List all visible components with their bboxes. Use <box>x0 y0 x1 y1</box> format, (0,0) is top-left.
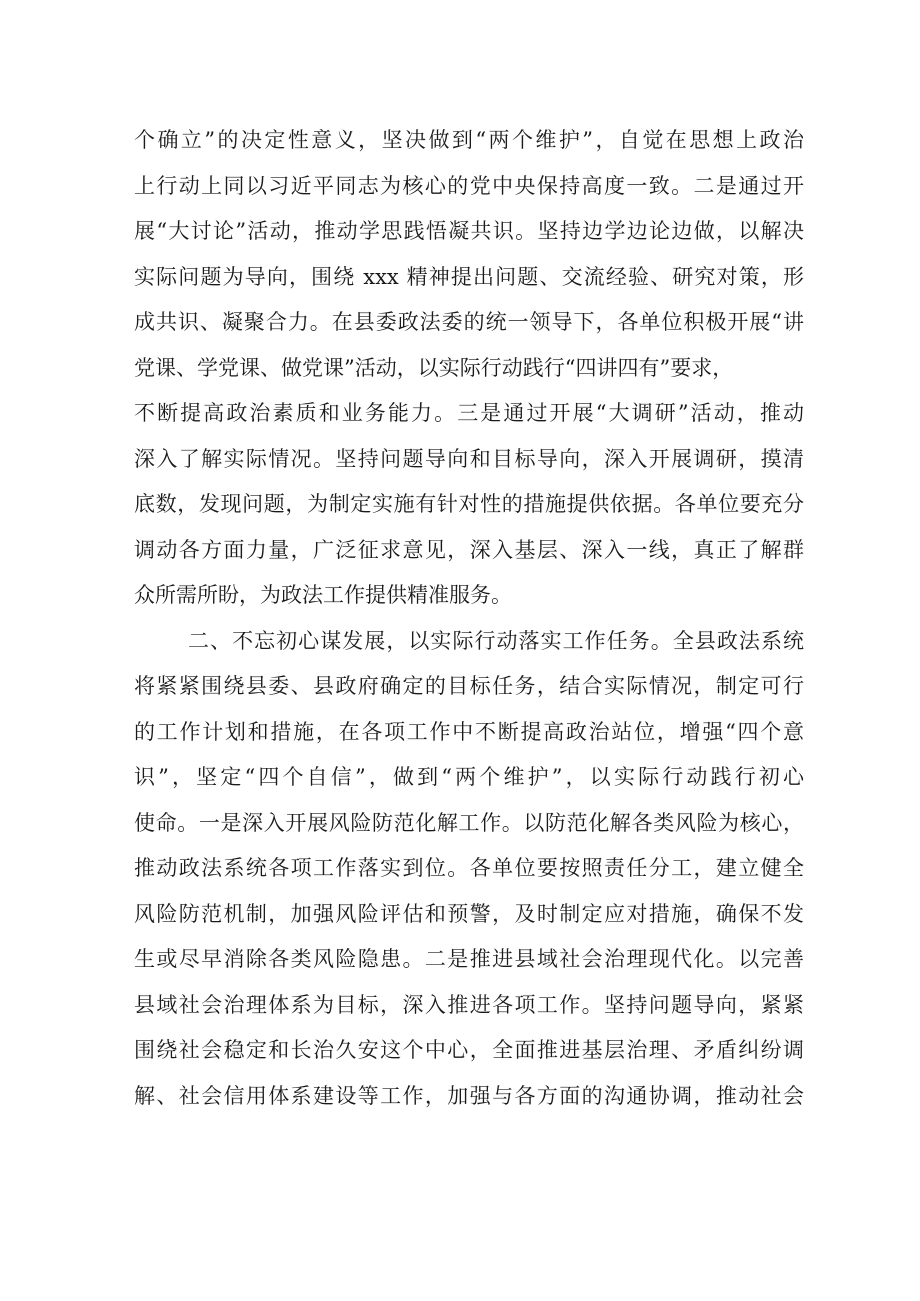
text-line: 展“大讨论”活动，推动学思践悟凝共识。坚持边学边论边做，以解决 <box>134 219 804 243</box>
text-line: 识”，坚定“四个自信”，做到“两个维护”，以实际行动践行初心 <box>134 765 804 789</box>
text-line: 县域社会治理体系为目标，深入推进各项工作。坚持问题导向，紧紧 <box>134 992 804 1017</box>
text-line: 众所需所盼，为政法工作提供精准服务。 <box>134 583 512 607</box>
text-line: 底数，发现问题，为制定实施有针对性的措施提供依据。各单位要充分 <box>134 492 804 516</box>
paragraph-2 <box>134 619 804 1120</box>
text-line: 风险防范机制，加强风险评估和预警，及时制定应对措施，确保不发 <box>134 901 804 926</box>
text-line: 个确立”的决定性意义，坚决做到“两个维护”，自觉在思想上政治 <box>134 128 804 152</box>
text-line: 上行动上同以习近平同志为核心的党中央保持高度一致。二是通过开 <box>134 173 804 198</box>
document-body <box>134 118 804 1119</box>
text-line: 生或尽早消除各类风险隐患。二是推进县域社会治理现代化。以完善 <box>134 947 804 971</box>
text-line: 不断提高政治素质和业务能力。三是通过开展“大调研”活动，推动 <box>134 401 804 425</box>
text-line: 使命。一是深入开展风险防范化解工作。以防范化解各类风险为核心， <box>134 810 804 835</box>
text-line: 深入了解实际情况。坚持问题导向和目标导向，深入开展调研，摸清 <box>134 446 804 471</box>
text-line: 二、不忘初心谋发展，以实际行动落实工作任务。全县政法系统 <box>188 628 804 653</box>
text-line: 推动政法系统各项工作落实到位。各单位要按照责任分工，建立健全 <box>134 856 804 880</box>
text-line: 实际问题为导向，围绕 xxx 精神提出问题、交流经验、研究对策，形 <box>134 264 804 289</box>
paragraph-1 <box>134 118 804 619</box>
text-line: 调动各方面力量，广泛征求意见，深入基层、深入一线，真正了解群 <box>134 537 804 562</box>
text-line: 将紧紧围绕县委、县政府确定的目标任务，结合实际情况，制定可行 <box>134 674 804 698</box>
text-line: 成共识、凝聚合力。在县委政法委的统一领导下，各单位积极开展“讲 <box>134 310 804 334</box>
text-line: 党课、学党课、做党课”活动，以实际行动践行“四讲四有”要求， <box>134 355 734 380</box>
text-line: 围绕社会稳定和长治久安这个中心，全面推进基层治理、矛盾纠纷调 <box>134 1038 804 1062</box>
text-line: 的工作计划和措施，在各项工作中不断提高政治站位，增强“四个意 <box>134 719 804 744</box>
text-line: 解、社会信用体系建设等工作，加强与各方面的沟通协调，推动社会 <box>134 1083 804 1108</box>
